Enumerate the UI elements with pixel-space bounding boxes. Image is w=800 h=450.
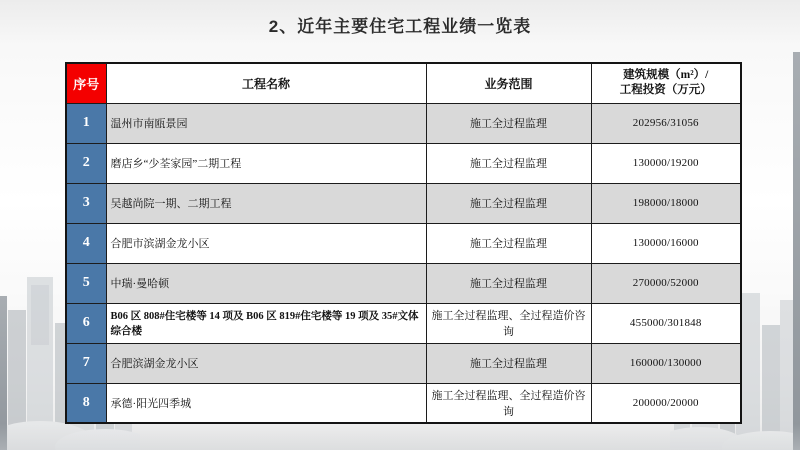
cell-business-scope: 施工全过程监理、全过程造价咨询 — [426, 303, 591, 343]
cell-business-scope: 施工全过程监理、全过程造价咨询 — [426, 383, 591, 423]
table-row — [66, 223, 741, 263]
table-row — [66, 303, 741, 343]
cell-project-name: 合肥市滨湖金龙小区 — [106, 223, 426, 263]
cell-project-name: 承德·阳光四季城 — [106, 383, 426, 423]
cell-business-scope: 施工全过程监理 — [426, 343, 591, 383]
cell-index: 4 — [66, 223, 106, 263]
cell-project-name: 温州市南瓯景园 — [106, 103, 426, 143]
cell-index: 8 — [66, 383, 106, 423]
cell-project-name: 磨店乡“少荃家园”二期工程 — [106, 143, 426, 183]
cell-index: 7 — [66, 343, 106, 383]
cell-project-name: B06 区 808#住宅楼等 14 项及 B06 区 819#住宅楼等 19 项及 35#文体综合楼 — [106, 303, 426, 343]
header-scale-line2: 工程投资（万元） — [619, 84, 712, 97]
cell-project-name: 合肥滨湖金龙小区 — [106, 343, 426, 383]
table-body — [66, 103, 741, 423]
cell-scale-investment: 202956/31056 — [591, 103, 741, 143]
table-row — [66, 143, 741, 183]
cell-index: 1 — [66, 103, 106, 143]
table-header — [66, 63, 741, 103]
table-row — [66, 183, 741, 223]
table-row — [66, 103, 741, 143]
cell-business-scope: 施工全过程监理 — [426, 143, 591, 183]
cell-business-scope: 施工全过程监理 — [426, 223, 591, 263]
cell-business-scope: 施工全过程监理 — [426, 183, 591, 223]
header-scale-line1: 建筑规模（m²）/ — [623, 68, 709, 81]
cell-scale-investment: 198000/18000 — [591, 183, 741, 223]
cell-scale-investment: 130000/16000 — [591, 223, 741, 263]
cell-index: 2 — [66, 143, 106, 183]
table-row — [66, 383, 741, 423]
page-title: 2、近年主要住宅工程业绩一览表 — [268, 17, 532, 36]
cell-business-scope: 施工全过程监理 — [426, 263, 591, 303]
bottom-fade-decoration — [0, 424, 800, 450]
cell-scale-investment: 130000/19200 — [591, 143, 741, 183]
header-scale-investment — [591, 63, 741, 103]
cell-scale-investment: 160000/130000 — [591, 343, 741, 383]
cell-scale-investment: 455000/301848 — [591, 303, 741, 343]
table-row — [66, 343, 741, 383]
projects-table — [65, 62, 742, 424]
cell-project-name: 中瑞·曼哈顿 — [106, 263, 426, 303]
header-index: 序号 — [66, 63, 106, 103]
cell-project-name: 吴越尚院一期、二期工程 — [106, 183, 426, 223]
table-row — [66, 263, 741, 303]
cell-index: 6 — [66, 303, 106, 343]
header-row — [66, 63, 741, 103]
cell-scale-investment: 270000/52000 — [591, 263, 741, 303]
cell-index: 3 — [66, 183, 106, 223]
right-edge-bar — [793, 52, 800, 450]
header-business-scope: 业务范围 — [426, 63, 591, 103]
cell-index: 5 — [66, 263, 106, 303]
header-project-name: 工程名称 — [106, 63, 426, 103]
cell-scale-investment: 200000/20000 — [591, 383, 741, 423]
cell-business-scope: 施工全过程监理 — [426, 103, 591, 143]
